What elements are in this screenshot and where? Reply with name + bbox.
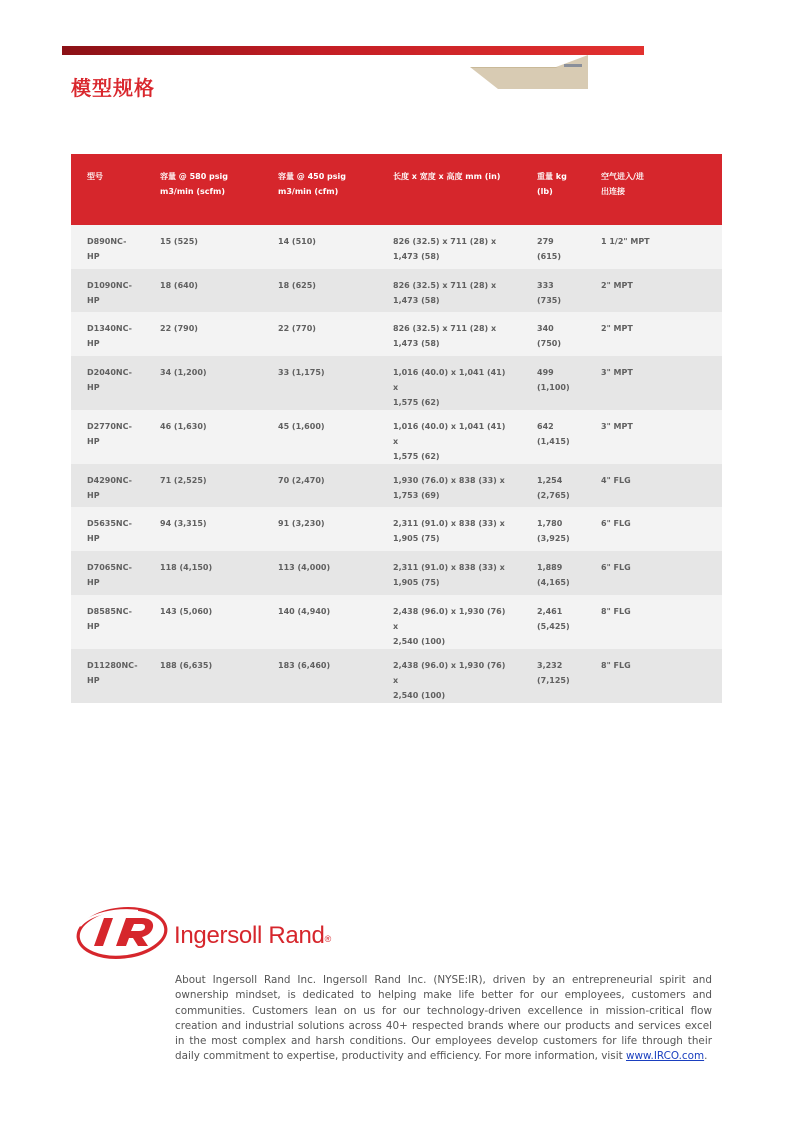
- column-header-line: 出连接: [601, 187, 625, 196]
- model-cell: [71, 312, 144, 356]
- cell-line: 1,575 (62): [393, 397, 440, 407]
- table-row: [71, 356, 722, 410]
- column-header-line: 型号: [87, 172, 103, 181]
- cell-line: HP: [87, 577, 100, 587]
- about-paragraph: [175, 973, 712, 1065]
- cell-line: 1,575 (62): [393, 451, 440, 461]
- cell-line: HP: [87, 382, 100, 392]
- column-header-line: 重量 kg: [537, 172, 567, 181]
- column-header: [262, 154, 377, 225]
- dimensions-cell: [377, 507, 521, 551]
- model-cell: [71, 649, 144, 703]
- irco-website-link[interactable]: www.IRCO.com: [625, 1050, 705, 1063]
- capacity-580-cell: 15 (525): [144, 225, 262, 269]
- weight-cell: [521, 649, 585, 703]
- model-cell: [71, 551, 144, 595]
- header-decoration-graphic: [470, 55, 590, 89]
- capacity-450-cell: 18 (625): [262, 269, 377, 313]
- cell-line: 2,438 (96.0) x 1,930 (76) x: [393, 606, 506, 631]
- capacity-580-cell: 46 (1,630): [144, 410, 262, 464]
- page-title: 模型规格: [71, 76, 155, 100]
- model-cell: [71, 507, 144, 551]
- model-specifications-table: [71, 154, 722, 703]
- cell-line: 1,780: [537, 519, 563, 529]
- cell-line: 340: [537, 324, 554, 334]
- brand-wordmark: [174, 922, 331, 950]
- capacity-580-cell: 188 (6,635): [144, 649, 262, 703]
- column-header-line: m3/min (cfm): [278, 187, 339, 196]
- capacity-450-cell: 183 (6,460): [262, 649, 377, 703]
- cell-line: 2,540 (100): [393, 636, 446, 646]
- dimensions-cell: [377, 269, 521, 313]
- capacity-450-cell: 14 (510): [262, 225, 377, 269]
- dimensions-cell: [377, 551, 521, 595]
- cell-line: 1,254: [537, 475, 563, 485]
- cell-line: 2,311 (91.0) x 838 (33) x: [393, 562, 505, 572]
- model-cell: [71, 410, 144, 464]
- cell-line: 3,232: [537, 660, 563, 670]
- cell-line: 642: [537, 421, 554, 431]
- table-row: [71, 649, 722, 703]
- cell-line: 1,473 (58): [393, 295, 440, 305]
- capacity-580-cell: 94 (3,315): [144, 507, 262, 551]
- cell-line: (1,100): [537, 382, 570, 392]
- cell-line: 1,753 (69): [393, 490, 440, 500]
- connection-cell: 2" MPT: [585, 269, 722, 313]
- cell-line: 1,930 (76.0) x 838 (33) x: [393, 475, 505, 485]
- ir-logo-icon: [76, 906, 172, 960]
- capacity-450-cell: 70 (2,470): [262, 464, 377, 508]
- capacity-580-cell: 18 (640): [144, 269, 262, 313]
- weight-cell: [521, 464, 585, 508]
- cell-line: 1,905 (75): [393, 577, 440, 587]
- capacity-450-cell: 45 (1,600): [262, 410, 377, 464]
- column-header-line: 容量 @ 450 psig: [278, 172, 347, 181]
- column-header-line: 容量 @ 580 psig: [160, 172, 229, 181]
- weight-cell: [521, 225, 585, 269]
- registered-mark: ®: [324, 934, 331, 944]
- weight-cell: [521, 312, 585, 356]
- connection-cell: 8" FLG: [585, 595, 722, 649]
- dimensions-cell: [377, 356, 521, 410]
- table-row: [71, 507, 722, 551]
- model-cell: [71, 595, 144, 649]
- capacity-450-cell: 33 (1,175): [262, 356, 377, 410]
- cell-line: 1,473 (58): [393, 252, 440, 261]
- column-header: [585, 154, 722, 225]
- weight-cell: [521, 507, 585, 551]
- capacity-450-cell: 140 (4,940): [262, 595, 377, 649]
- cell-line: D8585NC-: [87, 606, 132, 616]
- cell-line: 826 (32.5) x 711 (28) x: [393, 280, 497, 290]
- cell-line: D2040NC-: [87, 367, 132, 377]
- table-row: [71, 551, 722, 595]
- brand-name: Ingersoll Rand: [174, 922, 325, 949]
- weight-cell: [521, 551, 585, 595]
- cell-line: 499: [537, 367, 554, 377]
- cell-line: (5,425): [537, 621, 570, 631]
- cell-line: HP: [87, 295, 100, 305]
- column-header-line: 空气进入/进: [601, 172, 644, 181]
- table-row: [71, 464, 722, 508]
- weight-cell: [521, 356, 585, 410]
- table-header-row: [71, 154, 722, 225]
- dimensions-cell: [377, 312, 521, 356]
- cell-line: D2770NC-: [87, 421, 132, 431]
- cell-line: HP: [87, 621, 100, 631]
- model-cell: [71, 269, 144, 313]
- cell-line: (1,415): [537, 436, 570, 446]
- connection-cell: 8" FLG: [585, 649, 722, 703]
- connection-cell: 3" MPT: [585, 410, 722, 464]
- model-cell: [71, 356, 144, 410]
- cell-line: (4,165): [537, 577, 570, 587]
- model-cell: [71, 464, 144, 508]
- cell-line: HP: [87, 436, 100, 446]
- dimensions-cell: [377, 410, 521, 464]
- cell-line: 1,889: [537, 562, 563, 572]
- table-row: [71, 269, 722, 313]
- column-header-line: m3/min (scfm): [160, 187, 226, 196]
- cell-line: (7,125): [537, 675, 570, 685]
- cell-line: HP: [87, 252, 100, 261]
- capacity-450-cell: 113 (4,000): [262, 551, 377, 595]
- cell-line: 333: [537, 280, 554, 290]
- dimensions-cell: [377, 464, 521, 508]
- capacity-580-cell: 71 (2,525): [144, 464, 262, 508]
- cell-line: HP: [87, 534, 100, 544]
- connection-cell: 6" FLG: [585, 551, 722, 595]
- capacity-580-cell: 143 (5,060): [144, 595, 262, 649]
- cell-line: 1,016 (40.0) x 1,041 (41) x: [393, 367, 506, 392]
- cell-line: HP: [87, 339, 100, 349]
- capacity-580-cell: 34 (1,200): [144, 356, 262, 410]
- dimensions-cell: [377, 649, 521, 703]
- column-header: [71, 154, 144, 225]
- cell-line: 2,311 (91.0) x 838 (33) x: [393, 519, 505, 529]
- capacity-450-cell: 91 (3,230): [262, 507, 377, 551]
- connection-cell: 2" MPT: [585, 312, 722, 356]
- column-header-line: 长度 x 宽度 x 高度 mm (in): [393, 172, 501, 181]
- cell-line: D7065NC-: [87, 562, 132, 572]
- column-header: [144, 154, 262, 225]
- cell-line: D1340NC-: [87, 324, 132, 334]
- about-end: .: [704, 1050, 708, 1063]
- cell-line: 2,540 (100): [393, 690, 446, 700]
- about-text: About Ingersoll Rand Inc. Ingersoll Rand Inc. (NYSE:IR), driven by an entrepreneurial spirit and ownership mindset, is dedicated to helping make life better for our employees, customers and communities. Customers lean on us for our technology-driven excellence in mission-critical flow creation and industrial solutions across 40+ respected brands where our products and services excel in the most complex and harsh conditions. Our employees develop customers for life through their daily commitment to expertise, productivity and efficiency. For more information, visit: [175, 974, 712, 1063]
- cell-line: D11280NC-: [87, 660, 138, 670]
- cell-line: HP: [87, 490, 100, 500]
- dimensions-cell: [377, 595, 521, 649]
- weight-cell: [521, 410, 585, 464]
- table-row: [71, 410, 722, 464]
- cell-line: D5635NC-: [87, 519, 132, 529]
- cell-line: 279: [537, 237, 554, 246]
- connection-cell: 3" MPT: [585, 356, 722, 410]
- weight-cell: [521, 595, 585, 649]
- cell-line: (615): [537, 252, 562, 261]
- weight-cell: [521, 269, 585, 313]
- cell-line: 1,473 (58): [393, 339, 440, 349]
- cell-line: (2,765): [537, 490, 570, 500]
- cell-line: 826 (32.5) x 711 (28) x: [393, 324, 497, 334]
- capacity-580-cell: 118 (4,150): [144, 551, 262, 595]
- connection-cell: 4" FLG: [585, 464, 722, 508]
- cell-line: 826 (32.5) x 711 (28) x: [393, 237, 497, 246]
- cell-line: (3,925): [537, 534, 570, 544]
- column-header-line: (lb): [537, 187, 553, 196]
- capacity-450-cell: 22 (770): [262, 312, 377, 356]
- cell-line: (750): [537, 339, 562, 349]
- capacity-580-cell: 22 (790): [144, 312, 262, 356]
- cell-line: D4290NC-: [87, 475, 132, 485]
- cell-line: 1,016 (40.0) x 1,041 (41) x: [393, 421, 506, 446]
- cell-line: 2,461: [537, 606, 563, 616]
- connection-cell: 6" FLG: [585, 507, 722, 551]
- cell-line: D1090NC-: [87, 280, 132, 290]
- dimensions-cell: [377, 225, 521, 269]
- cell-line: 1,905 (75): [393, 534, 440, 544]
- table-row: [71, 312, 722, 356]
- top-accent-bar: [62, 46, 644, 55]
- model-cell: [71, 225, 144, 269]
- cell-line: D890NC-: [87, 237, 127, 246]
- table-row: [71, 595, 722, 649]
- cell-line: 2,438 (96.0) x 1,930 (76) x: [393, 660, 506, 685]
- table-row: [71, 225, 722, 269]
- column-header: [521, 154, 585, 225]
- table-body: [71, 225, 722, 703]
- ingersoll-rand-logo: [76, 906, 356, 960]
- cell-line: HP: [87, 675, 100, 685]
- connection-cell: 1 1/2" MPT: [585, 225, 722, 269]
- cell-line: (735): [537, 295, 562, 305]
- column-header: [377, 154, 521, 225]
